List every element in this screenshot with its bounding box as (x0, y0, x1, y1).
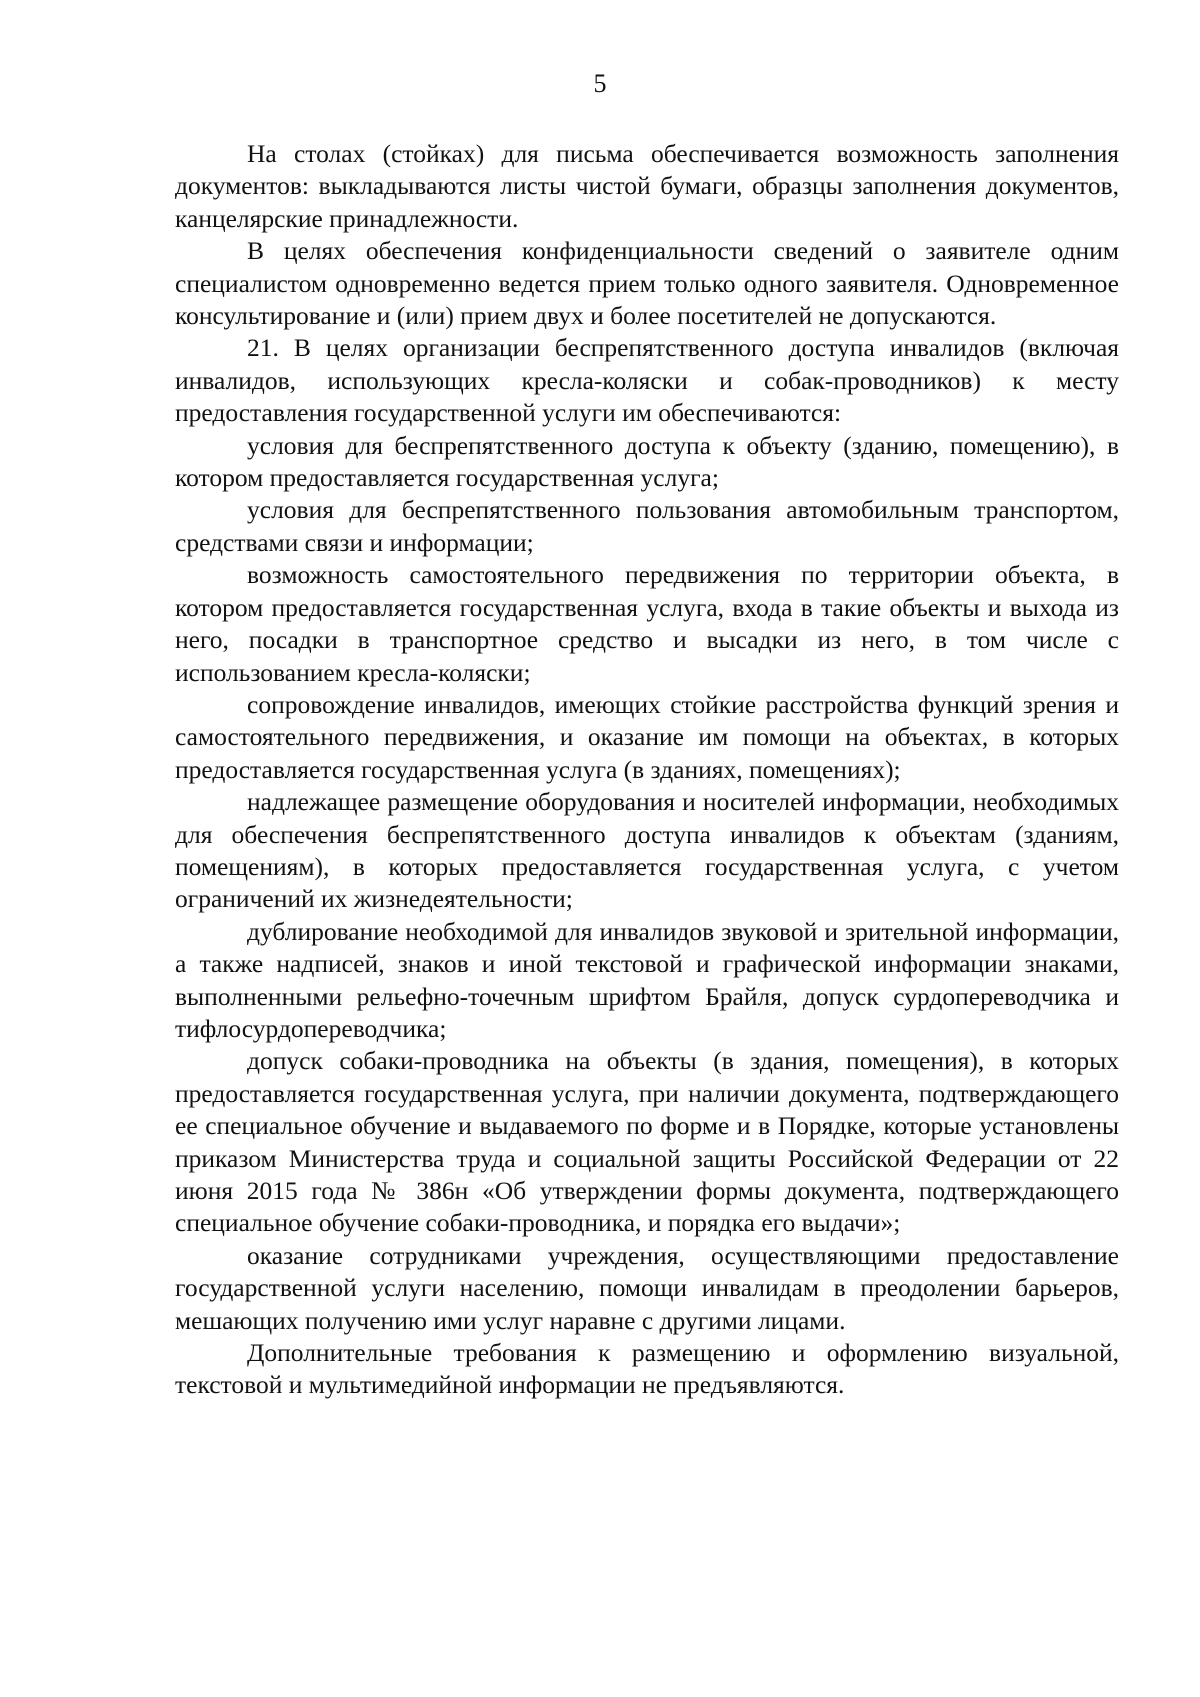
document-body (175, 138, 1119, 1402)
page-number: 5 (593, 69, 607, 98)
paragraph-movement-on-territory: возможность самостоятельного передвижения по территории объекта, в котором предоставляется государственная услуга, входа в такие объекты и выхода из него, посадки в транспортное средство и высадки из него, в том числе с использованием кресла-коляски; (175, 560, 1119, 687)
paragraph-duplication-info: дублирование необходимой для инвалидов звуковой и зрительной информации, а также надписей, знаков и иной текстовой и графической информации знаками, выполненными рельефно-точечным шрифтом Брайля, допуск сурдопереводчика и тифлосурдопереводчика; (175, 916, 1119, 1043)
paragraph-transport-access: условия для беспрепятственного пользования автомобильным транспортом, средствами связи и информации; (175, 495, 1119, 557)
paragraph-escort: сопровождение инвалидов, имеющих стойкие расстройства функций зрения и самостоятельного передвижения, и оказание им помощи на объектах, в которых предоставляется государственная услуга (в зданиях, помещениях); (175, 689, 1119, 784)
paragraph-equipment-placement: надлежащее размещение оборудования и носителей информации, необходимых для обеспечения беспрепятственного доступа инвалидов к объектам (зданиям, помещениям), в которых предоставляется государственная услуга, с учетом ограничений их жизнедеятельности; (175, 787, 1119, 914)
paragraph-writing-desks: На столах (стойках) для письма обеспечивается возможность заполнения документов: выкладываются листы чистой бумаги, образцы заполнения документов, канцелярские принадлежности. (175, 139, 1119, 233)
paragraph-confidentiality: В целях обеспечения конфиденциальности сведений о заявителе одним специалистом одновременно ведется прием только одного заявителя. Одновременное консультирование и (или) прием двух и более посетителей не допускаются. (175, 236, 1119, 331)
paragraph-staff-assistance: оказание сотрудниками учреждения, осуществляющими предоставление государственной услуги населению, помощи инвалидам в преодолении барьеров, мешающих получению ими услуг наравне с другими лицами. (175, 1240, 1119, 1335)
paragraph-guide-dog: допуск собаки-проводника на объекты (в здания, помещения), в которых предоставляется государственная услуга, при наличии документа, подтверждающего ее специальное обучение и выдаваемого по форме и в Порядке, которые установлены приказом Министерства труда и социальной защиты Российской Федерации от 22 июня 2015 года № 386н «Об утверждении формы документа, подтверждающего специальное обучение собаки-проводника, и порядка его выдачи»; (175, 1046, 1119, 1238)
paragraph-item-21-intro: 21. В целях организации беспрепятственного доступа инвалидов (включая инвалидов, использующих кресла-коляски и собак-проводников) к месту предоставления государственной услуги им обеспечиваются: (175, 333, 1119, 428)
paragraph-access-to-building: условия для беспрепятственного доступа к объекту (зданию, помещению), в котором предоставляется государственная услуга; (175, 430, 1119, 493)
paragraph-additional-requirements: Дополнительные требования к размещению и оформлению визуальной, текстовой и мультимедийной информации не предъявляются. (175, 1338, 1119, 1400)
